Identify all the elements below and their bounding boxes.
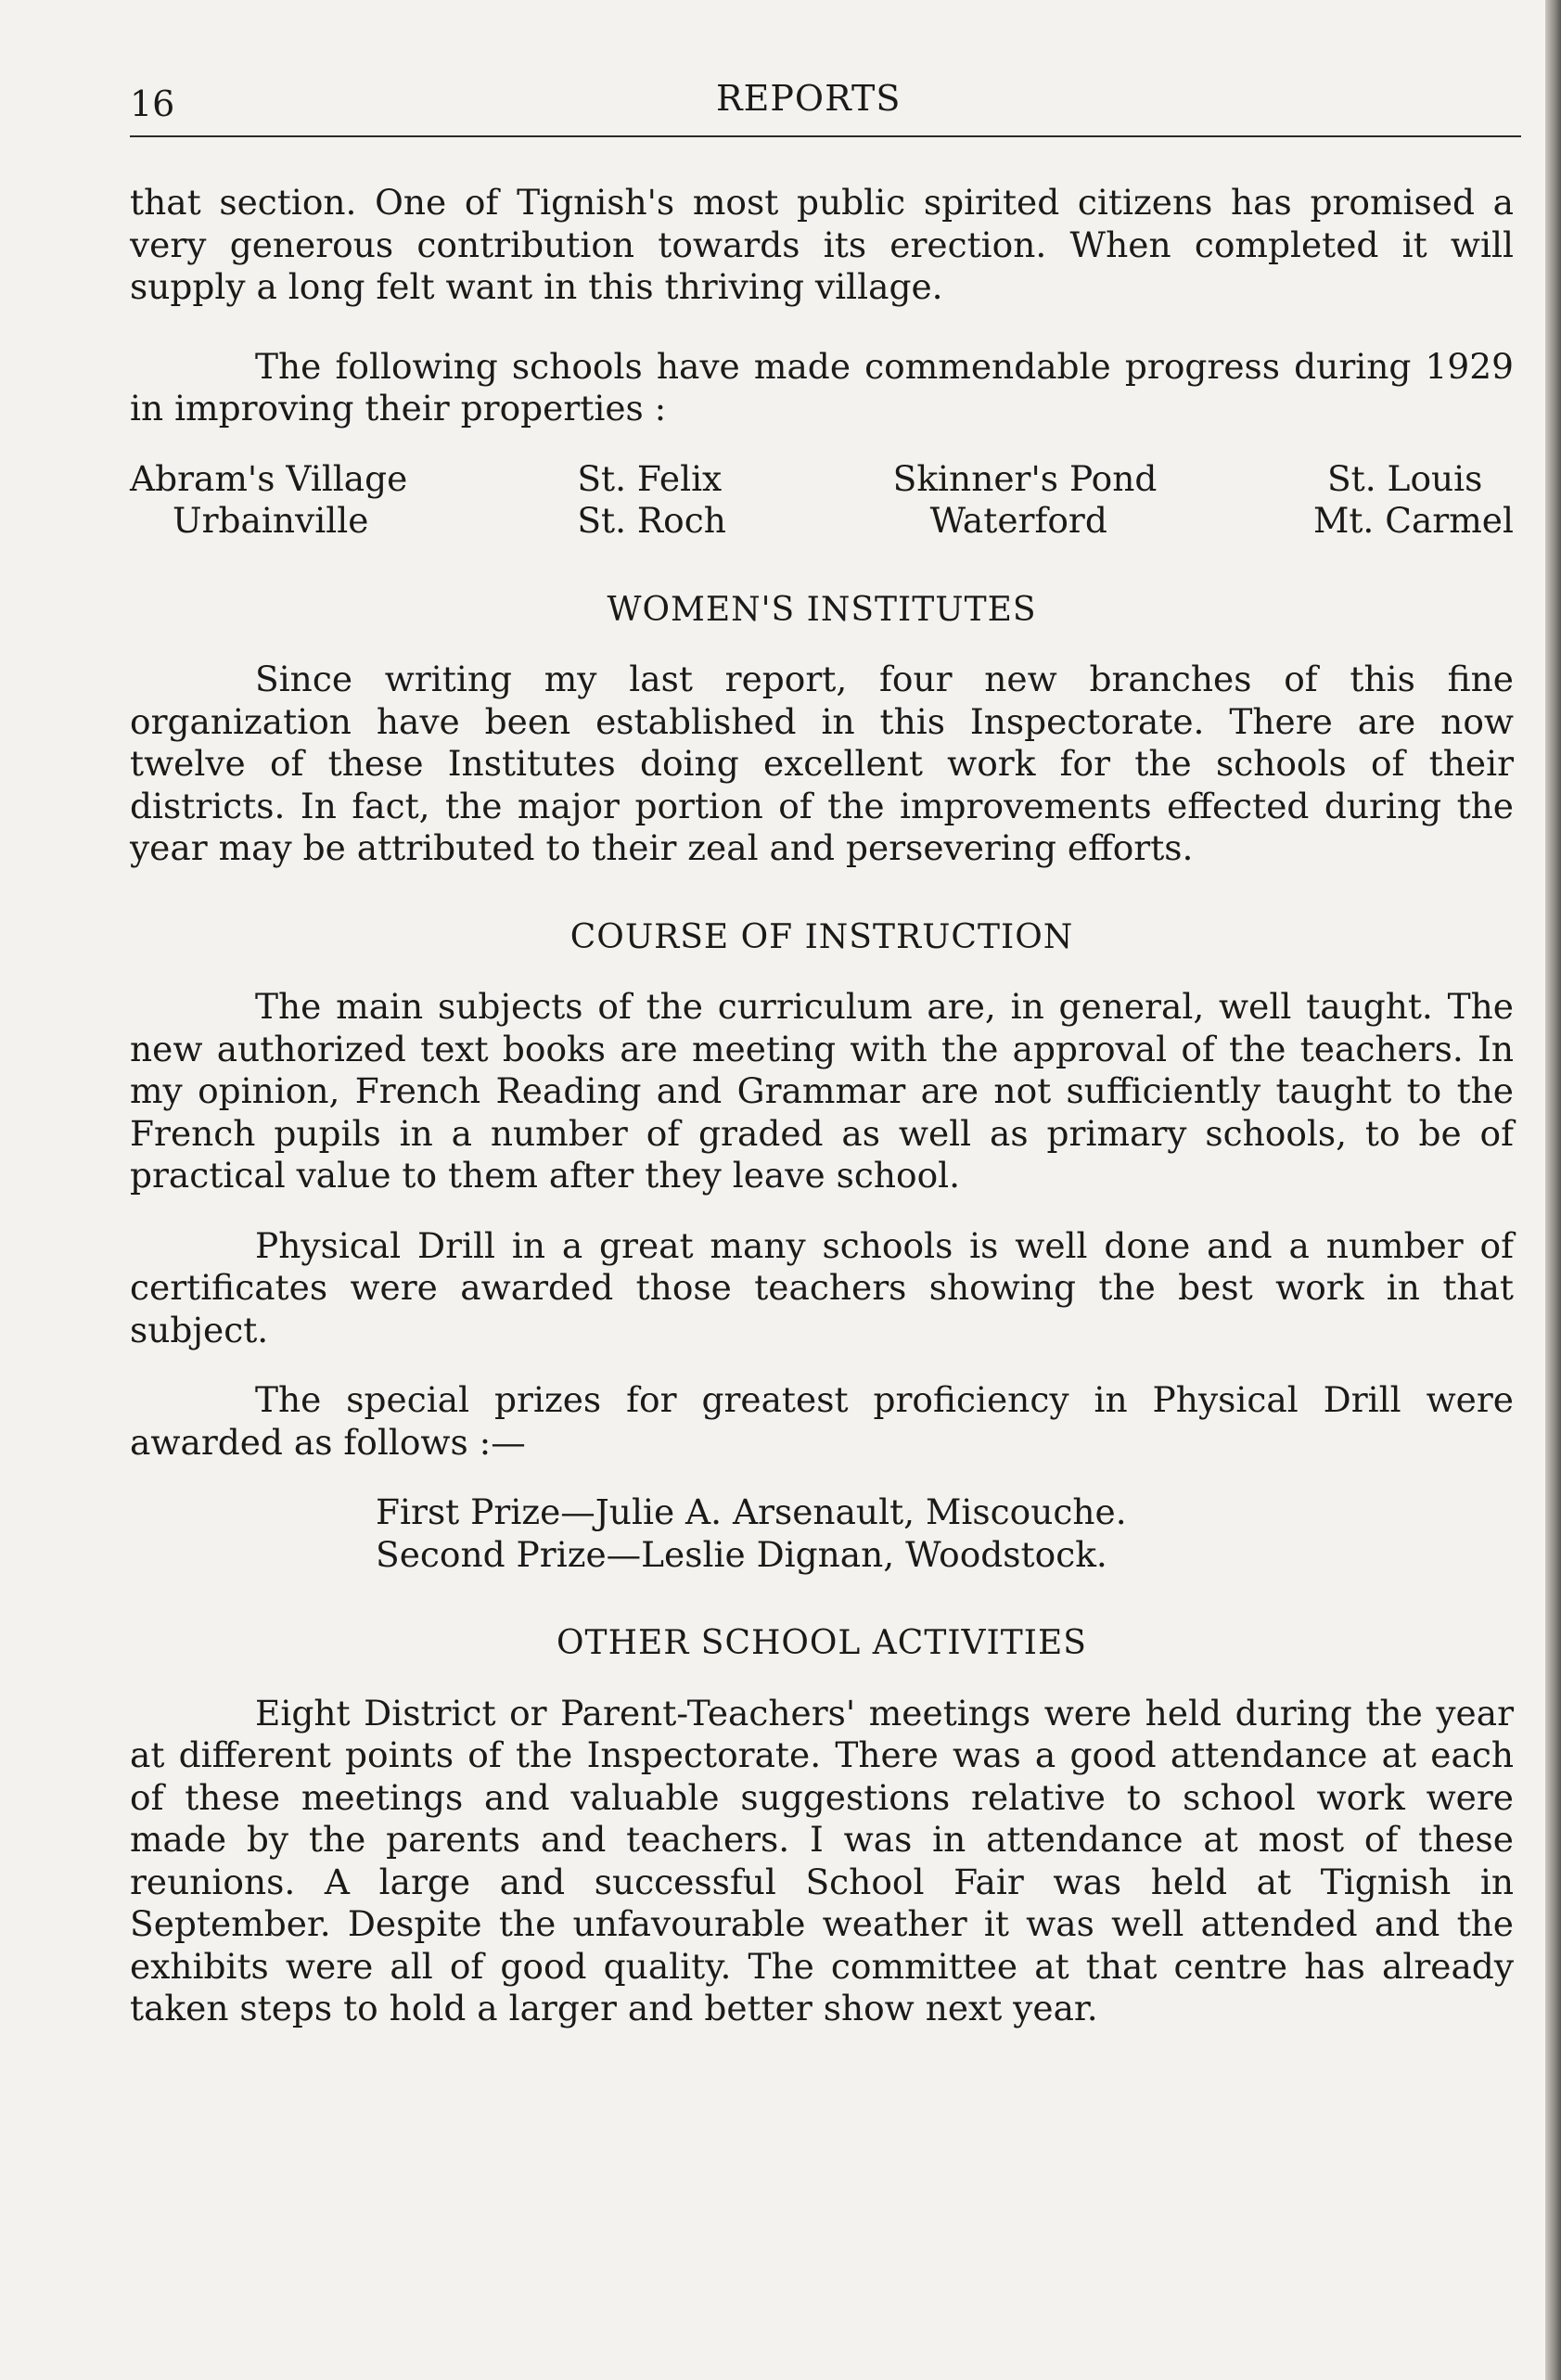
school-name: St. Felix [577, 457, 723, 499]
section-heading-course-of-instruction: COURSE OF INSTRUCTION [569, 917, 1074, 956]
prize-first: First Prize—Julie A. Arsenault, Miscouche. [376, 1491, 1127, 1532]
paragraph-curriculum: The main subjects of the curriculum are, in general, well taught. The new authorized text books are meeting with the approval of the teachers. In my opinion, French Reading and Grammar are not sufficiently taught to the French pupils in a number of graded as well as primary schools, to be of practical value to them after they leave school. [130, 986, 1514, 1196]
school-name: Waterford [929, 500, 1107, 541]
paragraph-other-activities: Eight District or Parent-Teachers' meetings were held during the year at different points of the Inspectorate. There was a good attendance at each of these meetings and valuable suggestions relative to school work were made by the parents and teachers. I was in attendance at most of these reunions. A large and successful School Fair was held at Tignish in September. Despite the unfavourable weather it was well attended and the exhibits were all of good quality. The committee at that centre has already taken steps to hold a larger and better show next year. [130, 1692, 1514, 2028]
school-name: Mt. Carmel [1312, 500, 1514, 541]
header-rule [130, 135, 1521, 137]
schools-list [130, 458, 1514, 543]
school-name: Skinner's Pond [892, 457, 1158, 499]
prize-second: Second Prize—Leslie Dignan, Woodstock. [376, 1533, 1107, 1575]
prize-list [130, 1491, 1514, 1576]
school-name: St. Louis [1326, 457, 1483, 499]
school-name: Abram's Village [130, 457, 408, 499]
paragraph-continuation: that section. One of Tignish's most public spirited citizens has promised a very generous contribution towards its erection. When completed it will supply a long felt want in this thriving village. [130, 182, 1514, 307]
page-header [130, 78, 1521, 134]
paragraph-schools-intro: The following schools have made commendable progress during 1929 in improving their properties : [130, 345, 1514, 429]
section-heading-womens-institutes: WOMEN'S INSTITUTES [607, 590, 1037, 629]
page-number: 16 [130, 83, 175, 124]
page-edge-shadow [1545, 0, 1561, 2380]
school-name: Urbainville [173, 500, 369, 541]
paragraph-special-prizes: The special prizes for greatest proficiency in Physical Drill were awarded as follows :— [130, 1379, 1514, 1463]
paragraph-physical-drill: Physical Drill in a great many schools is well done and a number of certificates were awarded those teachers showing the best work in that subject. [130, 1224, 1514, 1350]
section-heading-other-school-activities: OTHER SCHOOL ACTIVITIES [557, 1624, 1087, 1662]
page-body [130, 182, 1514, 2030]
running-head: REPORTS [716, 78, 902, 119]
school-name: St. Roch [577, 500, 726, 541]
paragraph-womens-institutes: Since writing my last report, four new branches of this fine organization have been established in this Inspectorate. There are now twelve of these Institutes doing excellent work for the schools of their districts. In fact, the major portion of the improvements effected during the year may be attributed to their zeal and persevering efforts. [130, 659, 1514, 868]
